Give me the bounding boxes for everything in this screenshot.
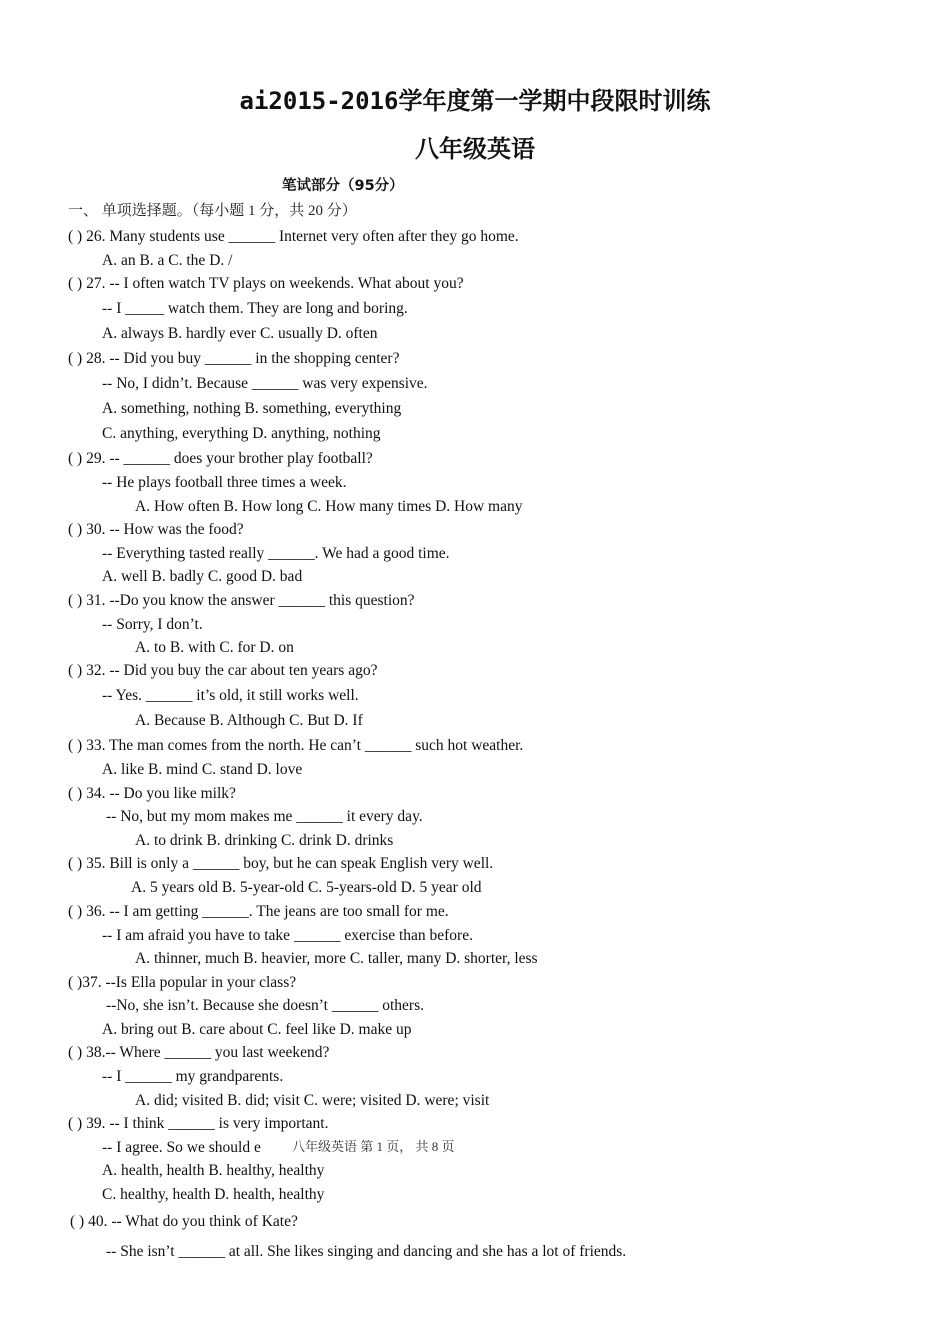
question-31-line: -- Sorry, I don’t. — [102, 616, 203, 633]
question-27: ( ) 27. -- I often watch TV plays on weekends. What about you? — [68, 275, 464, 292]
page-title: ai2015-2016学年度第一学期中段限时训练 — [239, 87, 711, 115]
question-36-line: -- I am afraid you have to take ______ exercise than before. — [102, 927, 473, 944]
question-32-options: A. Because B. Although C. But D. If — [135, 712, 363, 729]
question-37: ( )37. --Is Ella popular in your class? — [68, 974, 297, 991]
question-29-options: A. How often B. How long C. How many times D. How many — [135, 498, 523, 515]
question-40: ( ) 40. -- What do you think of Kate? — [70, 1213, 298, 1230]
question-32-line: -- Yes. ______ it’s old, it still works well. — [102, 687, 359, 704]
question-34: ( ) 34. -- Do you like milk? — [68, 785, 236, 802]
question-36: ( ) 36. -- I am getting ______. The jeans are too small for me. — [68, 903, 449, 920]
question-29-line: -- He plays football three times a week. — [102, 474, 347, 491]
question-38-options: A. did; visited B. did; visit C. were; visited D. were; visit — [135, 1092, 490, 1109]
question-32: ( ) 32. -- Did you buy the car about ten years ago? — [68, 662, 378, 679]
question-39-line: -- I agree. So we should e — [102, 1139, 261, 1156]
question-39-options-2: C. healthy, health D. health, healthy — [102, 1186, 325, 1203]
question-28: ( ) 28. -- Did you buy ______ in the shopping center? — [68, 350, 400, 367]
page-subtitle: 八年级英语 — [415, 135, 535, 163]
question-31: ( ) 31. --Do you know the answer ______ this question? — [68, 592, 415, 609]
question-40-line: -- She isn’t ______ at all. She likes singing and dancing and she has a lot of friends. — [106, 1243, 627, 1260]
question-37-options: A. bring out B. care about C. feel like D. make up — [102, 1021, 412, 1038]
question-36-options: A. thinner, much B. heavier, more C. taller, many D. shorter, less — [135, 950, 538, 967]
question-28-options-1: A. something, nothing B. something, everything — [102, 400, 402, 417]
question-26-options: A. an B. a C. the D. / — [102, 252, 233, 269]
question-30-line: -- Everything tasted really ______. We had a good time. — [102, 545, 450, 562]
section-heading: 一、 单项选择题。（每小题 1 分，共 20 分） — [68, 203, 357, 219]
question-29: ( ) 29. -- ______ does your brother play football? — [68, 450, 373, 467]
part-heading: 笔试部分（95分） — [282, 178, 404, 194]
question-28-line: -- No, I didn’t. Because ______ was very expensive. — [102, 375, 428, 392]
question-39: ( ) 39. -- I think ______ is very important. — [68, 1115, 329, 1132]
question-34-options: A. to drink B. drinking C. drink D. drinks — [135, 832, 394, 849]
question-27-options: A. always B. hardly ever C. usually D. often — [102, 325, 378, 342]
page-footer: 八年级英语 第 1 页， 共 8 页 — [292, 1139, 455, 1154]
question-39-options-1: A. health, health B. healthy, healthy — [102, 1162, 325, 1179]
question-30-options: A. well B. badly C. good D. bad — [102, 568, 303, 585]
question-35-options: A. 5 years old B. 5-year-old C. 5-years-old D. 5 year old — [131, 879, 482, 896]
question-33-options: A. like B. mind C. stand D. love — [102, 761, 303, 778]
question-38-line: -- I ______ my grandparents. — [102, 1068, 284, 1085]
question-27-line: -- I _____ watch them. They are long and boring. — [102, 300, 408, 317]
question-37-line: --No, she isn’t. Because she doesn’t ______ others. — [106, 997, 424, 1014]
question-28-options-2: C. anything, everything D. anything, nothing — [102, 425, 381, 442]
question-33: ( ) 33. The man comes from the north. He can’t ______ such hot weather. — [68, 737, 524, 754]
question-35: ( ) 35. Bill is only a ______ boy, but he can speak English very well. — [68, 855, 494, 872]
question-26: ( ) 26. Many students use ______ Internet very often after they go home. — [68, 228, 519, 245]
question-31-options: A. to B. with C. for D. on — [135, 639, 294, 656]
question-34-line: -- No, but my mom makes me ______ it every day. — [106, 808, 423, 825]
question-30: ( ) 30. -- How was the food? — [68, 521, 244, 538]
question-38: ( ) 38.-- Where ______ you last weekend? — [68, 1044, 330, 1061]
